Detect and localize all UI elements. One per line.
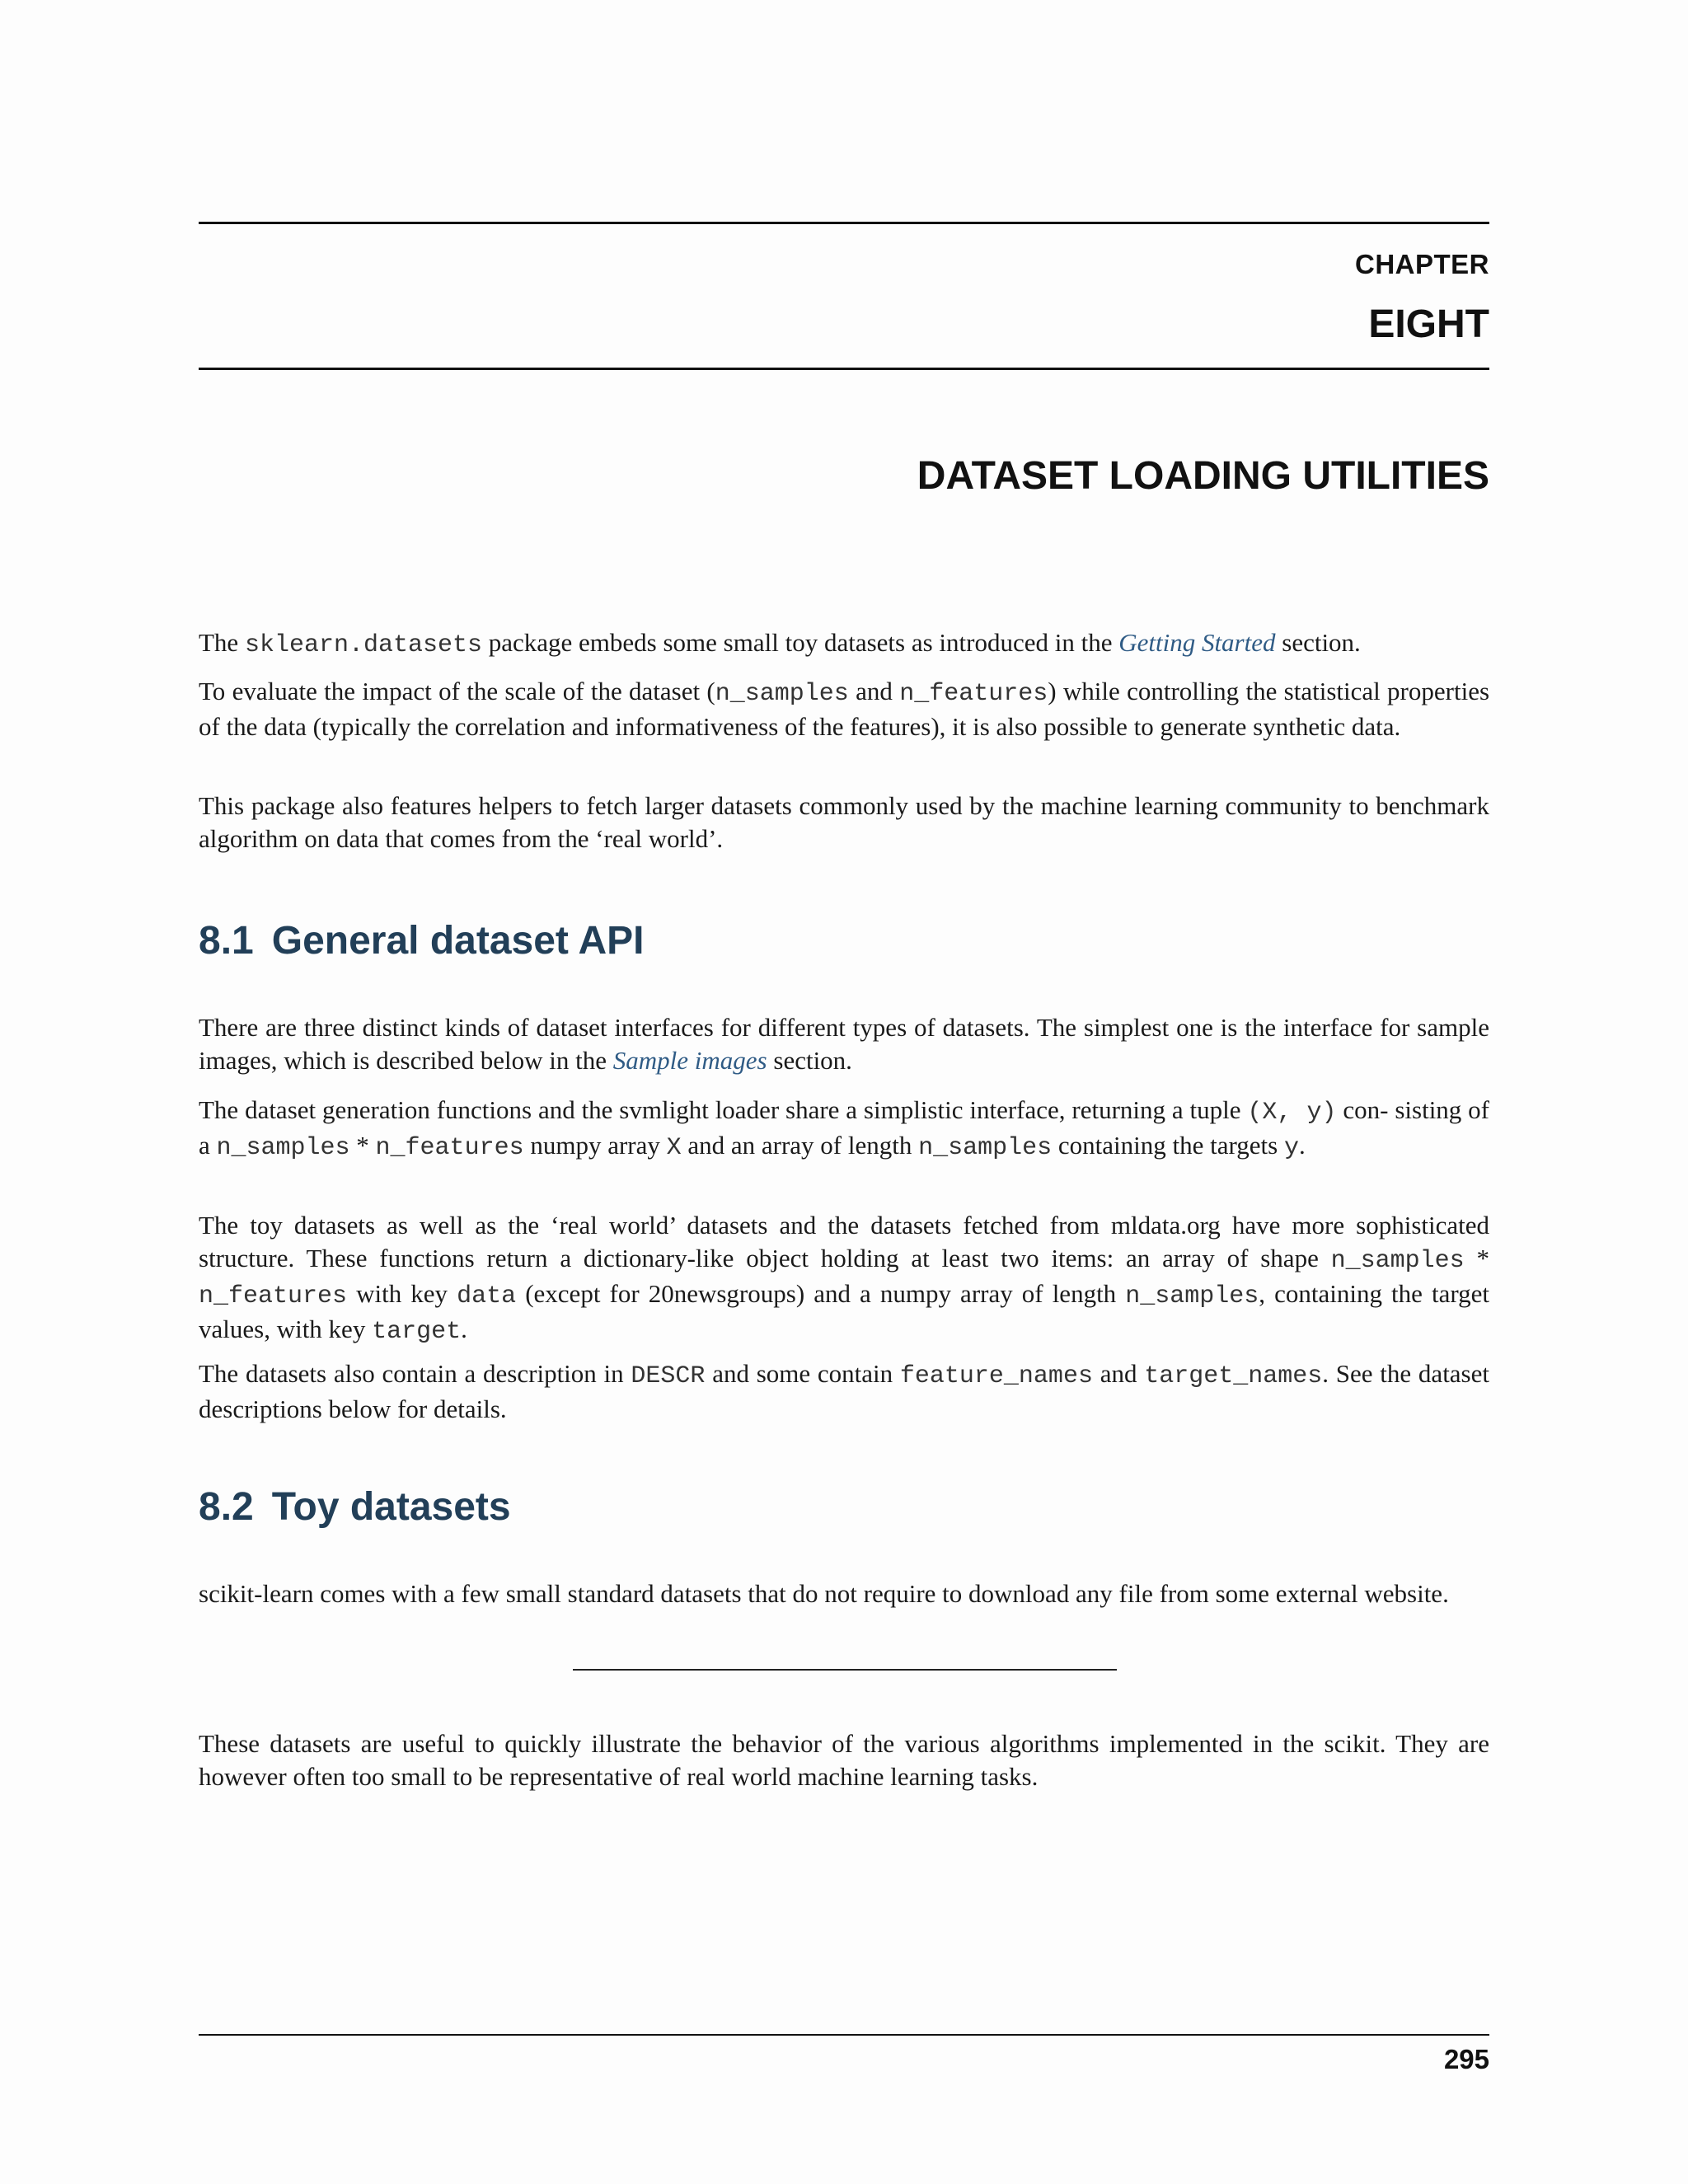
separator-rule [573,1669,1117,1671]
text-run: section. [767,1046,852,1075]
text-run: The toy datasets as well as the ‘real world’ datasets and the datasets fetched from mldata.org have more sophisticated structure. These functions return a dictionary-like object holding at least two items: an array of shape [199,1211,1489,1272]
code-n-features: n_features [899,680,1048,708]
code-n-samples: n_samples [715,680,849,708]
text-run: with key [347,1279,457,1308]
text-run: and some contain [705,1359,900,1388]
text-run: package embeds some small toy datasets as introduced in the [482,628,1119,657]
text-run: section. [1275,628,1361,657]
section-heading-8-2 [199,1484,511,1530]
text-run: To evaluate the impact of the scale of the dataset ( [199,677,715,705]
code-n-samples: n_samples [216,1134,350,1162]
code-descr: DESCR [631,1362,706,1390]
text-run: The dataset generation functions and the svmlight loader share a simplistic interface, returning a tuple [199,1095,1248,1124]
code-n-samples: n_samples [1330,1247,1465,1275]
text-run: * [349,1131,376,1160]
section-8-1-paragraph-4 [199,1357,1489,1426]
code-sklearn-datasets: sklearn.datasets [244,631,482,659]
code-n-features: n_features [375,1134,524,1162]
text-run: con- sisting of a [199,1095,1489,1160]
code-x-y-tuple: (X, y) [1247,1099,1337,1127]
intro-paragraph-2 [199,675,1489,743]
document-page [199,0,1489,2184]
text-run: and [848,677,900,705]
section-8-2-paragraph-2: These datasets are useful to quickly illustrate the behavior of the various algorithms implemented in the scikit. They are however often too small to be representative of real world machine learning tasks. [199,1729,1489,1791]
text-run: * [1464,1244,1490,1272]
text-run: numpy array [523,1131,667,1160]
code-n-samples: n_samples [1125,1282,1259,1310]
code-y: y [1283,1134,1299,1162]
section-title: General dataset API [271,919,645,963]
getting-started-link[interactable]: Getting Started [1118,628,1276,657]
text-run: containing the targets [1052,1131,1284,1160]
text-run: , containing the target values, with key [199,1279,1489,1343]
code-x: X [666,1134,682,1162]
page-number: 295 [1443,2044,1489,2074]
section-number: 8.2 [199,1485,254,1529]
text-run: . See the dataset descriptions below for details. [199,1359,1489,1423]
chapter-bottom-rule [199,368,1489,370]
intro-paragraph-3: This package also features helpers to fetch larger datasets commonly used by the machine learning community to benchmark algorithm on data that comes from the ‘real world’. [199,791,1489,853]
text-run: The datasets also contain a description in [199,1359,631,1388]
code-n-samples: n_samples [918,1134,1053,1162]
text-run: There are three distinct kinds of dataset interfaces for different types of datasets. The simplest one is the interface for sample images, which is described below in the [199,1013,1489,1075]
chapter-number: EIGHT [1368,302,1489,346]
code-target: target [372,1318,462,1346]
code-n-features: n_features [199,1282,348,1310]
text-run: and an array of length [681,1131,919,1160]
text-run: ) while controlling the statistical properties of the data (typically the correlation and informativeness of the features), it is also possible to generate synthetic data. [199,677,1490,741]
section-8-2-paragraph-1: scikit-learn comes with a few small standard datasets that do not require to download any file from some external website. [199,1579,1449,1608]
text-run: (except for 20newsgroups) and a numpy array of length [516,1279,1126,1308]
sample-images-link[interactable]: Sample images [612,1046,767,1075]
section-8-1-paragraph-1 [199,1011,1489,1077]
chapter-title: DATASET LOADING UTILITIES [917,454,1489,498]
text-run: . [461,1315,467,1343]
code-data: data [457,1282,517,1310]
section-8-1-paragraph-3 [199,1209,1489,1348]
text-run: and [1092,1359,1145,1388]
intro-paragraph-1 [199,626,1489,662]
section-title: Toy datasets [271,1485,511,1529]
code-feature-names: feature_names [899,1362,1093,1390]
footer-rule [199,2034,1489,2036]
section-8-1-paragraph-2 [199,1094,1489,1165]
chapter-top-rule [199,222,1489,224]
text-run: . [1298,1131,1306,1160]
chapter-label: CHAPTER [1354,249,1489,279]
code-target-names: target_names [1144,1362,1323,1390]
section-number: 8.1 [199,919,254,963]
text-run: The [199,628,245,657]
section-heading-8-1 [199,918,644,963]
